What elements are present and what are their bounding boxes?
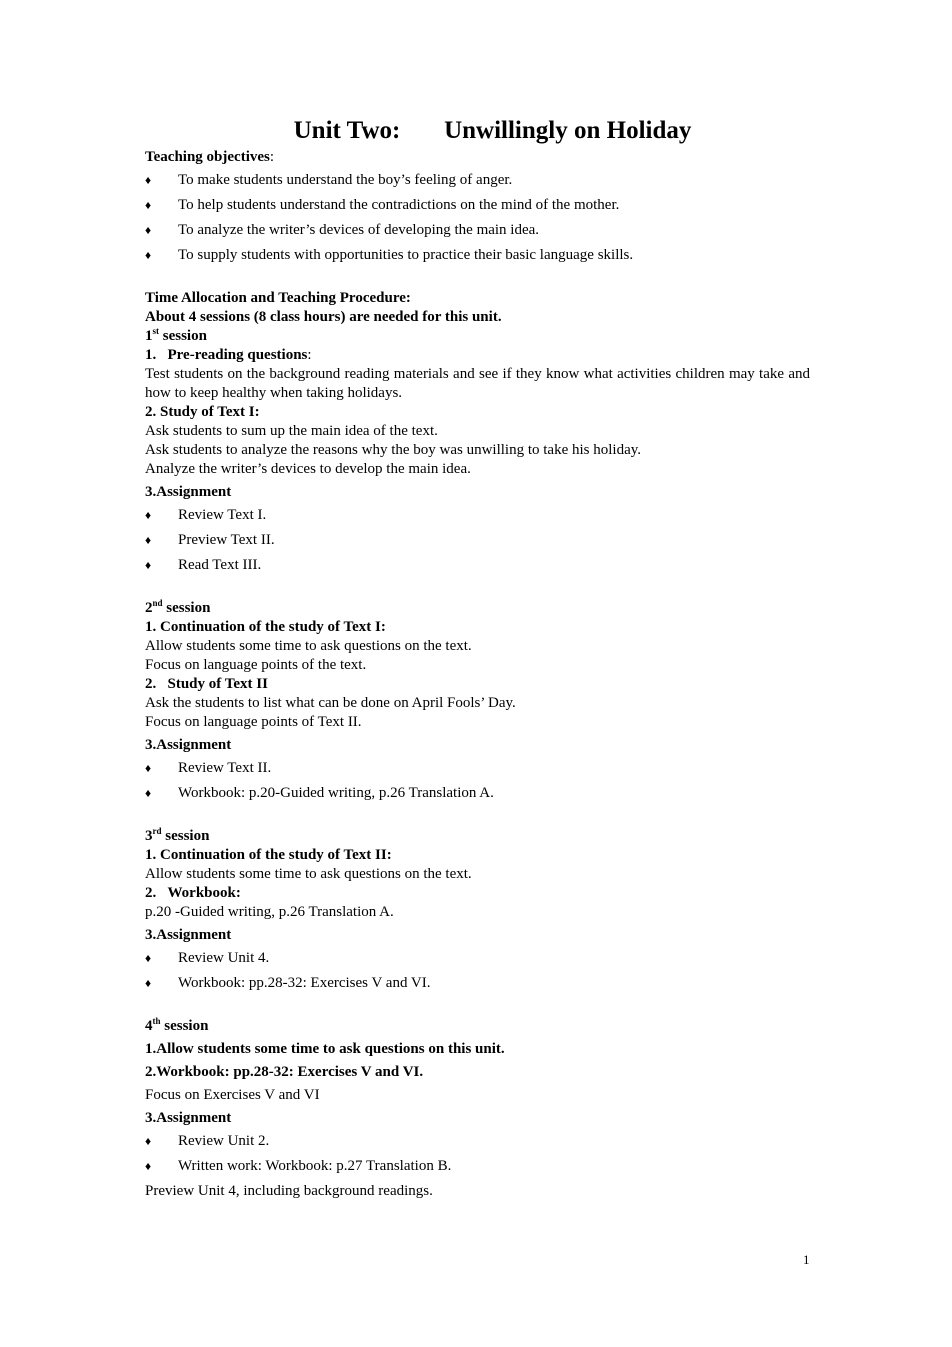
diamond-bullet-icon: ♦ xyxy=(145,761,152,775)
list-item: ♦ Preview Text II. xyxy=(145,532,275,548)
allocation-heading: Time Allocation and Teaching Procedure: xyxy=(145,290,411,306)
session-3-step-1-heading: 1. Continuation of the study of Text II: xyxy=(145,847,392,863)
session-3-step-2-heading: 2. Workbook: xyxy=(145,885,241,901)
session-3-step-1-line: Allow students some time to ask questions on the text. xyxy=(145,866,472,882)
session-1-step-2-heading: 2. Study of Text I: xyxy=(145,404,260,420)
session-1-assignment-heading: 3.Assignment xyxy=(145,484,232,500)
session-3-assignment-heading: 3.Assignment xyxy=(145,927,232,943)
session-3-heading: 3rd session xyxy=(145,826,210,844)
list-item xyxy=(145,221,810,240)
diamond-bullet-icon: ♦ xyxy=(145,1134,152,1148)
list-item xyxy=(145,171,810,190)
session-2-assignment-list xyxy=(145,759,810,803)
list-item-text: To make students understand the boy’s feeling of anger. xyxy=(178,172,513,188)
diamond-bullet-icon: ♦ xyxy=(145,951,152,965)
session-4-heading: 4th session xyxy=(145,1016,209,1034)
diamond-bullet-icon: ♦ xyxy=(145,558,152,572)
session-2-step-2-heading: 2. Study of Text II xyxy=(145,676,268,692)
list-item: ♦ Workbook: pp.28-32: Exercises V and VI. xyxy=(145,975,431,991)
session-1-assignment-list xyxy=(145,506,810,575)
session-1-step-1-heading: 1. Pre-reading questions: xyxy=(145,347,312,363)
list-item: ♦ Written work: Workbook: p.27 Translation B. xyxy=(145,1158,452,1174)
document-page xyxy=(145,114,810,1201)
diamond-bullet-icon: ♦ xyxy=(145,248,152,262)
session-3-assignment-list xyxy=(145,949,810,993)
unit-title: Unit Two: Unwillingly on Holiday xyxy=(293,117,692,144)
diamond-bullet-icon: ♦ xyxy=(145,198,152,212)
diamond-bullet-icon: ♦ xyxy=(145,533,152,547)
session-4-step-2-line: Focus on Exercises V and VI xyxy=(145,1087,320,1103)
page-number: 1 xyxy=(803,1252,810,1267)
list-item: ♦ Review Unit 4. xyxy=(145,950,270,966)
diamond-bullet-icon: ♦ xyxy=(145,223,152,237)
list-item xyxy=(145,246,810,265)
objectives-heading-text: Teaching objectives xyxy=(145,149,270,165)
list-item xyxy=(145,196,810,215)
diamond-bullet-icon: ♦ xyxy=(145,508,152,522)
session-1-step-1-text: Test students on the background reading materials and see if they know what activities children may take and how to keep healthy when taking holidays. xyxy=(145,366,810,401)
session-2-assignment-heading: 3.Assignment xyxy=(145,737,232,753)
diamond-bullet-icon: ♦ xyxy=(145,1159,152,1173)
session-4-step-1-heading: 1.Allow students some time to ask questions on this unit. xyxy=(145,1041,505,1057)
list-item: ♦ Review Unit 2. xyxy=(145,1133,270,1149)
objectives-list xyxy=(145,171,810,265)
session-2-step-2-line: Focus on language points of Text II. xyxy=(145,714,362,730)
list-item: ♦ Read Text III. xyxy=(145,557,262,573)
session-4-assignment-list xyxy=(145,1132,810,1176)
objectives-heading xyxy=(145,148,810,167)
list-item-text: To help students understand the contradictions on the mind of the mother. xyxy=(178,197,620,213)
session-2-step-1-line: Focus on language points of the text. xyxy=(145,657,367,673)
session-1-step-2-line: Ask students to analyze the reasons why the boy was unwilling to take his holiday. xyxy=(145,442,642,458)
allocation-note: About 4 sessions (8 class hours) are needed for this unit. xyxy=(145,309,502,325)
session-3-step-2-line: p.20 -Guided writing, p.26 Translation A. xyxy=(145,904,394,920)
list-item: ♦ Review Text II. xyxy=(145,760,272,776)
session-1-heading: 1st session xyxy=(145,326,207,344)
list-item-text: To analyze the writer’s devices of developing the main idea. xyxy=(178,222,540,238)
list-item: ♦ Review Text I. xyxy=(145,507,267,523)
session-2-step-2-line: Ask the students to list what can be done on April Fools’ Day. xyxy=(145,695,516,711)
session-1-step-2-line: Analyze the writer’s devices to develop the main idea. xyxy=(145,461,471,477)
session-2-step-1-heading: 1. Continuation of the study of Text I: xyxy=(145,619,386,635)
session-4-closing: Preview Unit 4, including background readings. xyxy=(145,1183,433,1199)
session-1-step-2-line: Ask students to sum up the main idea of the text. xyxy=(145,423,438,439)
diamond-bullet-icon: ♦ xyxy=(145,173,152,187)
session-4-assignment-heading: 3.Assignment xyxy=(145,1110,232,1126)
list-item: ♦ Workbook: p.20-Guided writing, p.26 Translation A. xyxy=(145,785,494,801)
objectives-colon: : xyxy=(269,149,275,165)
session-2-heading: 2nd session xyxy=(145,598,211,616)
session-4-step-2-heading: 2.Workbook: pp.28-32: Exercises V and VI. xyxy=(145,1064,424,1080)
session-2-step-1-line: Allow students some time to ask questions on the text. xyxy=(145,638,472,654)
diamond-bullet-icon: ♦ xyxy=(145,976,152,990)
list-item-text: To supply students with opportunities to practice their basic language skills. xyxy=(178,247,634,263)
diamond-bullet-icon: ♦ xyxy=(145,786,152,800)
